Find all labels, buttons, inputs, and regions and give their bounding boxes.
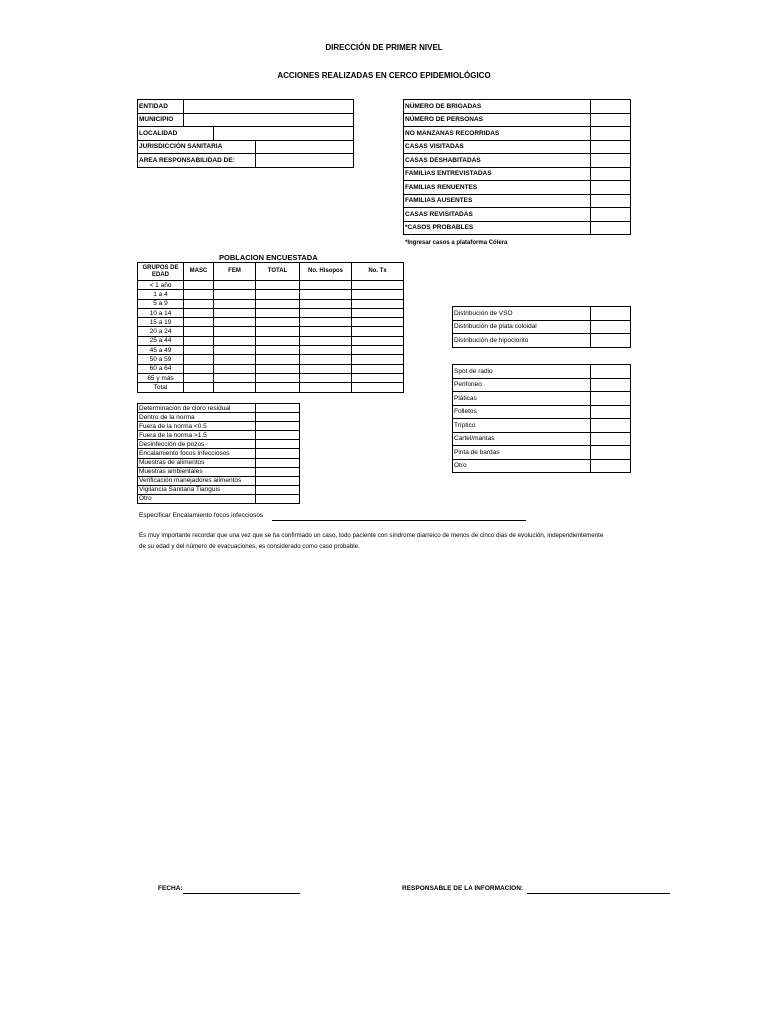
media-label: Cartel/mantas xyxy=(453,432,591,446)
distribution-label: Distribución de plata coloidal xyxy=(453,320,591,334)
action-value-field[interactable] xyxy=(256,449,300,458)
date-label: FECHA: xyxy=(158,885,183,892)
counts-label: NO MANZANAS RECORRIDAS xyxy=(404,127,591,141)
id-label: MUNICIPIO xyxy=(138,113,184,127)
action-label: Muestras ambientales xyxy=(138,467,256,476)
note-line-1: Es muy importante recordar que una vez que se ha confirmado un caso, todo paciente con síndrome diarreico de menos de cinco dias de evolución, independientemente xyxy=(139,532,604,539)
age-group-label: 20 a 24 xyxy=(138,327,184,336)
action-label: Fuera de la norma >1.5 xyxy=(138,431,256,440)
population-value-field[interactable] xyxy=(184,308,214,317)
population-value-field[interactable] xyxy=(300,346,352,355)
population-value-field[interactable] xyxy=(300,290,352,299)
media-table xyxy=(452,364,631,473)
population-value-field[interactable] xyxy=(256,327,300,336)
media-row xyxy=(453,459,631,473)
action-row xyxy=(138,458,300,467)
media-value-field[interactable] xyxy=(591,459,631,473)
population-value-field[interactable] xyxy=(184,299,214,308)
population-value-field[interactable] xyxy=(300,383,352,392)
counts-label: CASAS DESHABITADAS xyxy=(404,154,591,168)
population-value-field[interactable] xyxy=(256,290,300,299)
population-value-field[interactable] xyxy=(256,336,300,345)
population-row xyxy=(138,383,404,392)
counts-label: NÚMERO DE PERSONAS xyxy=(404,113,591,127)
population-header: FEM xyxy=(214,263,256,281)
counts-note: *Ingresar casos a plataforma Cólera xyxy=(405,240,508,246)
population-value-field[interactable] xyxy=(352,346,404,355)
population-value-field[interactable] xyxy=(184,318,214,327)
population-value-field[interactable] xyxy=(300,327,352,336)
id-label: LOCALIDAD xyxy=(138,127,214,141)
population-header: GRUPOS DE EDAD xyxy=(138,263,184,281)
action-value-field[interactable] xyxy=(256,467,300,476)
population-value-field[interactable] xyxy=(184,383,214,392)
id-row-municipio xyxy=(138,113,354,127)
counts-label: NÚMERO DE BRIGADAS xyxy=(404,100,591,114)
population-value-field[interactable] xyxy=(214,364,256,373)
distribution-row xyxy=(453,307,631,321)
action-label: Desinfección de pozos xyxy=(138,440,256,449)
population-value-field[interactable] xyxy=(300,364,352,373)
population-row xyxy=(138,364,404,373)
population-row xyxy=(138,281,404,290)
id-value-field[interactable] xyxy=(256,140,354,154)
media-value-field[interactable] xyxy=(591,405,631,419)
counts-label: *CASOS PROBABLES xyxy=(404,221,591,235)
counts-row xyxy=(404,181,631,195)
population-value-field[interactable] xyxy=(352,299,404,308)
population-value-field[interactable] xyxy=(352,318,404,327)
population-value-field[interactable] xyxy=(300,373,352,382)
action-row xyxy=(138,413,300,422)
media-row xyxy=(453,405,631,419)
population-value-field[interactable] xyxy=(256,355,300,364)
counts-value-field[interactable] xyxy=(591,140,631,154)
population-header: TOTAL xyxy=(256,263,300,281)
action-value-field[interactable] xyxy=(256,431,300,440)
action-label: Dentro de la norma xyxy=(138,413,256,422)
id-value-field[interactable] xyxy=(184,100,354,114)
population-value-field[interactable] xyxy=(184,281,214,290)
action-row xyxy=(138,476,300,485)
population-value-field[interactable] xyxy=(352,308,404,317)
action-row xyxy=(138,485,300,494)
population-value-field[interactable] xyxy=(184,346,214,355)
media-row xyxy=(453,432,631,446)
action-value-field[interactable] xyxy=(256,422,300,431)
counts-row xyxy=(404,113,631,127)
age-group-label: 15 a 19 xyxy=(138,318,184,327)
media-value-field[interactable] xyxy=(591,365,631,379)
age-group-label: 65 y más xyxy=(138,373,184,382)
population-row xyxy=(138,318,404,327)
population-value-field[interactable] xyxy=(214,299,256,308)
action-value-field[interactable] xyxy=(256,413,300,422)
counts-value-field[interactable] xyxy=(591,208,631,222)
population-row xyxy=(138,355,404,364)
age-group-label: 45 a 49 xyxy=(138,346,184,355)
counts-row xyxy=(404,208,631,222)
population-value-field[interactable] xyxy=(352,281,404,290)
population-value-field[interactable] xyxy=(256,383,300,392)
id-row-jurisdiccion xyxy=(138,140,354,154)
population-value-field[interactable] xyxy=(214,318,256,327)
id-label: ENTIDAD xyxy=(138,100,184,114)
counts-label: CASAS VISITADAS xyxy=(404,140,591,154)
population-value-field[interactable] xyxy=(214,383,256,392)
counts-row xyxy=(404,167,631,181)
population-value-field[interactable] xyxy=(214,336,256,345)
id-value-field[interactable] xyxy=(184,113,354,127)
action-value-field[interactable] xyxy=(256,494,300,503)
action-row xyxy=(138,422,300,431)
responsible-input-line[interactable] xyxy=(527,893,670,894)
population-header: MASC xyxy=(184,263,214,281)
media-value-field[interactable] xyxy=(591,432,631,446)
population-row xyxy=(138,373,404,382)
counts-label: FAMILIAS AUSENTES xyxy=(404,194,591,208)
counts-value-field[interactable] xyxy=(591,221,631,235)
note-line-2: de su edad y del número de evacuaciones, es considerado como caso probable. xyxy=(139,543,360,550)
age-group-label: 60 a 64 xyxy=(138,364,184,373)
distribution-value-field[interactable] xyxy=(591,320,631,334)
media-value-field[interactable] xyxy=(591,378,631,392)
counts-table xyxy=(403,99,631,235)
age-group-label: < 1 año xyxy=(138,281,184,290)
distribution-row xyxy=(453,320,631,334)
media-label: Pláticas xyxy=(453,392,591,406)
age-group-label: 1 a 4 xyxy=(138,290,184,299)
counts-row xyxy=(404,100,631,114)
population-value-field[interactable] xyxy=(300,355,352,364)
media-label: Spot de radio xyxy=(453,365,591,379)
page-subtitle: ACCIONES REALIZADAS EN CERCO EPIDEMIOLÓGICO xyxy=(277,71,491,80)
distribution-label: Distribución de VSO xyxy=(453,307,591,321)
action-value-field[interactable] xyxy=(256,458,300,467)
media-row xyxy=(453,446,631,460)
age-group-label: 5 a 9 xyxy=(138,299,184,308)
population-value-field[interactable] xyxy=(184,364,214,373)
media-value-field[interactable] xyxy=(591,419,631,433)
population-value-field[interactable] xyxy=(184,336,214,345)
population-value-field[interactable] xyxy=(184,355,214,364)
counts-value-field[interactable] xyxy=(591,194,631,208)
media-label: Otro xyxy=(453,459,591,473)
population-value-field[interactable] xyxy=(214,373,256,382)
id-row-area xyxy=(138,154,354,168)
media-value-field[interactable] xyxy=(591,446,631,460)
responsible-label: RESPONSABLE DE LA INFORMACION: xyxy=(402,885,524,892)
population-value-field[interactable] xyxy=(352,383,404,392)
population-value-field[interactable] xyxy=(256,318,300,327)
distribution-value-field[interactable] xyxy=(591,307,631,321)
population-value-field[interactable] xyxy=(352,373,404,382)
media-label: Tríptico xyxy=(453,419,591,433)
action-label: Fuera de la norma <0.5 xyxy=(138,422,256,431)
population-value-field[interactable] xyxy=(300,308,352,317)
id-value-field[interactable] xyxy=(214,127,354,141)
counts-label: FAMILIAS ENTREVISTADAS xyxy=(404,167,591,181)
population-header: No. Tx xyxy=(352,263,404,281)
counts-row xyxy=(404,140,631,154)
counts-row xyxy=(404,127,631,141)
age-group-label: 10 a 14 xyxy=(138,308,184,317)
population-value-field[interactable] xyxy=(256,346,300,355)
counts-value-field[interactable] xyxy=(591,127,631,141)
population-value-field[interactable] xyxy=(256,364,300,373)
action-row xyxy=(138,494,300,503)
id-table xyxy=(137,99,354,168)
population-value-field[interactable] xyxy=(214,327,256,336)
action-value-field[interactable] xyxy=(256,440,300,449)
population-value-field[interactable] xyxy=(184,373,214,382)
population-value-field[interactable] xyxy=(214,290,256,299)
media-row xyxy=(453,365,631,379)
action-value-field[interactable] xyxy=(256,404,300,413)
counts-row xyxy=(404,154,631,168)
action-row xyxy=(138,440,300,449)
id-row-localidad xyxy=(138,127,354,141)
population-title: POBLACION ENCUESTADA xyxy=(219,253,318,262)
population-value-field[interactable] xyxy=(352,336,404,345)
counts-label: FAMILIAS RENUENTES xyxy=(404,181,591,195)
population-value-field[interactable] xyxy=(214,355,256,364)
distribution-table xyxy=(452,306,631,348)
action-row xyxy=(138,467,300,476)
population-value-field[interactable] xyxy=(256,308,300,317)
population-value-field[interactable] xyxy=(214,346,256,355)
action-label: Determinación de cloro residual xyxy=(138,404,256,413)
id-row-entidad xyxy=(138,100,354,114)
population-value-field[interactable] xyxy=(300,318,352,327)
counts-label: CASAS REVISITADAS xyxy=(404,208,591,222)
distribution-label: Distribución de hipoclorito xyxy=(453,334,591,348)
action-label: Vigilancia Sanitaria Tianguis xyxy=(138,485,256,494)
date-input-line[interactable] xyxy=(183,893,300,894)
action-value-field[interactable] xyxy=(256,485,300,494)
population-row xyxy=(138,327,404,336)
population-row xyxy=(138,336,404,345)
population-row xyxy=(138,290,404,299)
id-label: AREA RESPONSABILIDAD DE: xyxy=(138,154,256,168)
specify-label: Especificar Encalamiento focos infecciosos xyxy=(139,512,264,519)
action-label: Otro xyxy=(138,494,256,503)
age-group-label: 25 a 44 xyxy=(138,336,184,345)
actions-table xyxy=(137,403,300,504)
population-row xyxy=(138,346,404,355)
counts-value-field[interactable] xyxy=(591,167,631,181)
population-row xyxy=(138,299,404,308)
action-label: Encalamiento focos infecciosos xyxy=(138,449,256,458)
population-value-field[interactable] xyxy=(300,336,352,345)
counts-value-field[interactable] xyxy=(591,181,631,195)
action-row xyxy=(138,404,300,413)
population-value-field[interactable] xyxy=(256,281,300,290)
id-value-field[interactable] xyxy=(256,154,354,168)
action-row xyxy=(138,431,300,440)
counts-value-field[interactable] xyxy=(591,113,631,127)
specify-input-line[interactable] xyxy=(272,520,526,521)
population-value-field[interactable] xyxy=(184,327,214,336)
population-value-field[interactable] xyxy=(352,327,404,336)
population-table xyxy=(137,262,404,393)
population-value-field[interactable] xyxy=(184,290,214,299)
media-label: Folletos xyxy=(453,405,591,419)
population-row xyxy=(138,308,404,317)
action-label: Muestras de alimentos xyxy=(138,458,256,467)
population-value-field[interactable] xyxy=(300,281,352,290)
media-row xyxy=(453,378,631,392)
counts-value-field[interactable] xyxy=(591,154,631,168)
population-value-field[interactable] xyxy=(214,308,256,317)
distribution-value-field[interactable] xyxy=(591,334,631,348)
media-value-field[interactable] xyxy=(591,392,631,406)
population-header: No. Hisopos xyxy=(300,263,352,281)
population-value-field[interactable] xyxy=(352,364,404,373)
counts-row xyxy=(404,194,631,208)
page-title: DIRECCIÓN DE PRIMER NIVEL xyxy=(325,43,443,52)
action-row xyxy=(138,449,300,458)
population-header-row xyxy=(138,263,404,281)
population-value-field[interactable] xyxy=(352,290,404,299)
population-value-field[interactable] xyxy=(352,355,404,364)
media-row xyxy=(453,392,631,406)
counts-value-field[interactable] xyxy=(591,100,631,114)
distribution-row xyxy=(453,334,631,348)
media-row xyxy=(453,419,631,433)
population-value-field[interactable] xyxy=(256,299,300,308)
counts-row xyxy=(404,221,631,235)
population-value-field[interactable] xyxy=(214,281,256,290)
action-value-field[interactable] xyxy=(256,476,300,485)
media-label: Pinta de bardas xyxy=(453,446,591,460)
population-value-field[interactable] xyxy=(300,299,352,308)
action-label: Verificación manejadores alimentos xyxy=(138,476,256,485)
population-value-field[interactable] xyxy=(256,373,300,382)
age-group-label: 50 a 59 xyxy=(138,355,184,364)
id-label: JURISDICCIÓN SANITARIA xyxy=(138,140,256,154)
age-group-label: Total xyxy=(138,383,184,392)
media-label: Perifoneo xyxy=(453,378,591,392)
